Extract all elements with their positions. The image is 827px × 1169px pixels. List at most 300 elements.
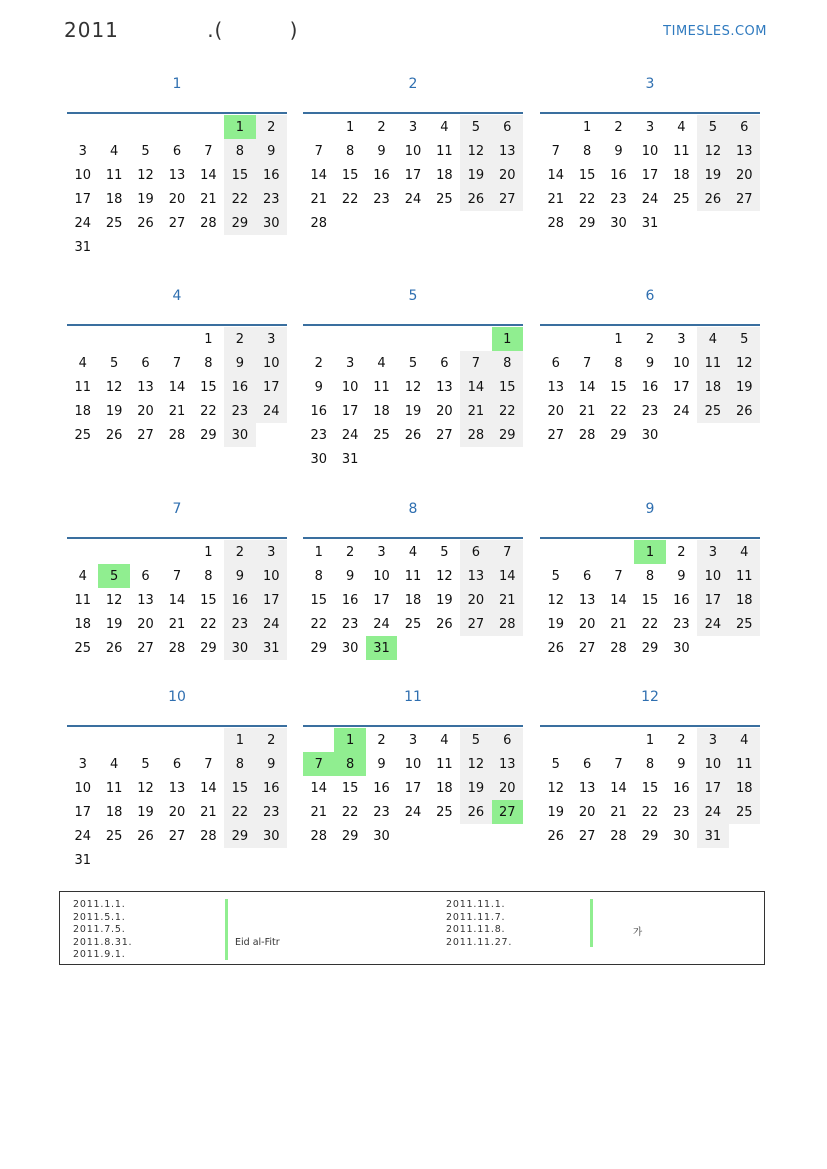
day-cell[interactable]: 3: [377, 544, 386, 560]
day-cell[interactable]: 9: [224, 351, 255, 375]
day-cell[interactable]: 3: [677, 331, 686, 347]
day-cell[interactable]: 28: [310, 828, 327, 844]
day-cell[interactable]: 17: [256, 375, 287, 399]
day-cell[interactable]: 9: [614, 143, 623, 159]
day-cell[interactable]: 26: [105, 427, 123, 443]
day-cell[interactable]: 28: [200, 828, 217, 844]
day-cell[interactable]: 21: [200, 804, 217, 820]
day-cell[interactable]: 29: [200, 640, 217, 656]
day-cell[interactable]: 23: [373, 191, 390, 207]
day-cell[interactable]: 11: [697, 351, 728, 375]
holiday-day-cell[interactable]: 1: [224, 115, 255, 139]
day-cell[interactable]: 28: [168, 640, 186, 656]
day-cell[interactable]: 11: [404, 568, 422, 584]
day-cell[interactable]: 14: [492, 564, 523, 588]
day-cell[interactable]: 16: [373, 167, 390, 183]
day-cell[interactable]: 22: [610, 403, 627, 419]
day-cell[interactable]: 20: [137, 616, 154, 632]
day-cell[interactable]: 26: [460, 187, 491, 211]
day-cell[interactable]: 29: [492, 423, 523, 447]
day-cell[interactable]: 21: [610, 804, 627, 820]
day-cell[interactable]: 16: [673, 780, 690, 796]
day-cell[interactable]: 13: [137, 379, 154, 395]
day-cell[interactable]: 9: [224, 564, 255, 588]
day-cell[interactable]: 11: [729, 564, 760, 588]
day-cell[interactable]: 23: [256, 187, 287, 211]
day-cell[interactable]: 15: [224, 163, 255, 187]
day-cell[interactable]: 14: [547, 167, 564, 183]
day-cell[interactable]: 6: [729, 115, 760, 139]
day-cell[interactable]: 7: [614, 756, 623, 772]
day-cell[interactable]: 4: [78, 568, 87, 584]
day-cell[interactable]: 29: [310, 640, 327, 656]
day-cell[interactable]: 21: [310, 804, 327, 820]
day-cell[interactable]: 9: [345, 568, 355, 584]
day-cell[interactable]: 27: [137, 640, 154, 656]
day-cell[interactable]: 15: [610, 379, 627, 395]
holiday-day-cell[interactable]: 8: [334, 752, 365, 776]
day-cell[interactable]: 7: [172, 355, 182, 371]
day-cell[interactable]: 28: [610, 828, 627, 844]
day-cell[interactable]: 13: [578, 592, 596, 608]
day-cell[interactable]: 15: [641, 780, 659, 796]
day-cell[interactable]: 6: [172, 756, 182, 772]
day-cell[interactable]: 4: [440, 732, 449, 748]
day-cell[interactable]: 3: [256, 327, 287, 351]
day-cell[interactable]: 2: [645, 331, 655, 347]
day-cell[interactable]: 27: [436, 427, 453, 443]
day-cell[interactable]: 2: [256, 115, 287, 139]
day-cell[interactable]: 3: [408, 119, 418, 135]
day-cell[interactable]: 11: [373, 379, 390, 395]
day-cell[interactable]: 24: [697, 800, 728, 824]
day-cell[interactable]: 3: [256, 540, 287, 564]
day-cell[interactable]: 28: [578, 427, 596, 443]
day-cell[interactable]: 8: [492, 351, 523, 375]
day-cell[interactable]: 13: [547, 379, 564, 395]
day-cell[interactable]: 18: [729, 588, 760, 612]
day-cell[interactable]: 30: [310, 451, 327, 467]
day-cell[interactable]: 24: [673, 403, 690, 419]
day-cell[interactable]: 18: [673, 167, 690, 183]
day-cell[interactable]: 15: [200, 379, 217, 395]
day-cell[interactable]: 14: [200, 167, 217, 183]
day-cell[interactable]: 15: [200, 592, 217, 608]
day-cell[interactable]: 26: [547, 640, 564, 656]
day-cell[interactable]: 18: [697, 375, 728, 399]
day-cell[interactable]: 5: [697, 115, 728, 139]
day-cell[interactable]: 18: [105, 191, 123, 207]
day-cell[interactable]: 5: [460, 115, 491, 139]
day-cell[interactable]: 29: [200, 427, 217, 443]
day-cell[interactable]: 24: [697, 612, 728, 636]
day-cell[interactable]: 10: [697, 752, 728, 776]
day-cell[interactable]: 10: [373, 568, 390, 584]
day-cell[interactable]: 9: [377, 143, 386, 159]
day-cell[interactable]: 10: [404, 756, 422, 772]
day-cell[interactable]: 22: [341, 804, 359, 820]
day-cell[interactable]: 31: [641, 215, 659, 231]
day-cell[interactable]: 26: [460, 800, 491, 824]
day-cell[interactable]: 14: [168, 379, 186, 395]
day-cell[interactable]: 28: [310, 215, 327, 231]
holiday-day-cell[interactable]: 27: [492, 800, 523, 824]
day-cell[interactable]: 9: [256, 752, 287, 776]
day-cell[interactable]: 17: [404, 780, 422, 796]
day-cell[interactable]: 21: [168, 616, 186, 632]
site-brand[interactable]: TIMESLES.COM: [663, 24, 767, 39]
day-cell[interactable]: 28: [460, 423, 491, 447]
day-cell[interactable]: 19: [729, 375, 760, 399]
day-cell[interactable]: 15: [578, 167, 596, 183]
day-cell[interactable]: 15: [224, 776, 255, 800]
day-cell[interactable]: 20: [492, 163, 523, 187]
day-cell[interactable]: 27: [492, 187, 523, 211]
day-cell[interactable]: 23: [373, 804, 390, 820]
day-cell[interactable]: 31: [697, 824, 728, 848]
day-cell[interactable]: 1: [204, 331, 213, 347]
day-cell[interactable]: 25: [404, 616, 422, 632]
day-cell[interactable]: 17: [74, 191, 91, 207]
day-cell[interactable]: 2: [256, 728, 287, 752]
day-cell[interactable]: 6: [440, 355, 449, 371]
day-cell[interactable]: 19: [697, 163, 728, 187]
day-cell[interactable]: 20: [436, 403, 453, 419]
day-cell[interactable]: 15: [341, 780, 359, 796]
day-cell[interactable]: 23: [673, 616, 690, 632]
day-cell[interactable]: 28: [200, 215, 217, 231]
day-cell[interactable]: 23: [341, 616, 359, 632]
holiday-day-cell[interactable]: 7: [303, 752, 334, 776]
day-cell[interactable]: 23: [224, 399, 255, 423]
day-cell[interactable]: 23: [256, 800, 287, 824]
day-cell[interactable]: 4: [408, 544, 418, 560]
day-cell[interactable]: 30: [256, 824, 287, 848]
day-cell[interactable]: 11: [74, 379, 91, 395]
day-cell[interactable]: 17: [256, 588, 287, 612]
day-cell[interactable]: 16: [641, 379, 659, 395]
day-cell[interactable]: 28: [547, 215, 564, 231]
day-cell[interactable]: 18: [74, 616, 91, 632]
day-cell[interactable]: 3: [697, 728, 728, 752]
day-cell[interactable]: 7: [172, 568, 182, 584]
day-cell[interactable]: 4: [729, 540, 760, 564]
day-cell[interactable]: 7: [314, 143, 323, 159]
day-cell[interactable]: 2: [224, 540, 255, 564]
day-cell[interactable]: 1: [204, 544, 213, 560]
day-cell[interactable]: 2: [677, 544, 686, 560]
day-cell[interactable]: 3: [78, 143, 87, 159]
day-cell[interactable]: 25: [436, 804, 453, 820]
day-cell[interactable]: 18: [373, 403, 390, 419]
day-cell[interactable]: 17: [641, 167, 659, 183]
day-cell[interactable]: 7: [204, 143, 213, 159]
day-cell[interactable]: 16: [224, 375, 255, 399]
holiday-day-cell[interactable]: 1: [334, 728, 365, 752]
day-cell[interactable]: 21: [547, 191, 564, 207]
day-cell[interactable]: 30: [641, 427, 659, 443]
day-cell[interactable]: 26: [547, 828, 564, 844]
day-cell[interactable]: 19: [547, 804, 564, 820]
day-cell[interactable]: 19: [404, 403, 422, 419]
day-cell[interactable]: 25: [105, 828, 123, 844]
day-cell[interactable]: 16: [310, 403, 327, 419]
day-cell[interactable]: 2: [377, 732, 386, 748]
day-cell[interactable]: 29: [224, 211, 255, 235]
day-cell[interactable]: 14: [610, 592, 627, 608]
day-cell[interactable]: 8: [204, 355, 213, 371]
day-cell[interactable]: 19: [137, 191, 154, 207]
day-cell[interactable]: 17: [673, 379, 690, 395]
day-cell[interactable]: 10: [256, 351, 287, 375]
day-cell[interactable]: 7: [492, 540, 523, 564]
day-cell[interactable]: 29: [641, 640, 659, 656]
day-cell[interactable]: 15: [341, 167, 359, 183]
day-cell[interactable]: 27: [137, 427, 154, 443]
day-cell[interactable]: 31: [74, 239, 91, 255]
day-cell[interactable]: 26: [404, 427, 422, 443]
day-cell[interactable]: 12: [460, 139, 491, 163]
day-cell[interactable]: 1: [345, 119, 355, 135]
day-cell[interactable]: 22: [492, 399, 523, 423]
day-cell[interactable]: 16: [256, 776, 287, 800]
day-cell[interactable]: 20: [578, 616, 596, 632]
day-cell[interactable]: 10: [641, 143, 659, 159]
day-cell[interactable]: 10: [74, 780, 91, 796]
day-cell[interactable]: 13: [137, 592, 154, 608]
holiday-day-cell[interactable]: 1: [492, 327, 523, 351]
day-cell[interactable]: 5: [408, 355, 418, 371]
day-cell[interactable]: 30: [610, 215, 627, 231]
day-cell[interactable]: 2: [345, 544, 355, 560]
day-cell[interactable]: 13: [436, 379, 453, 395]
day-cell[interactable]: 6: [172, 143, 182, 159]
day-cell[interactable]: 15: [310, 592, 327, 608]
day-cell[interactable]: 24: [373, 616, 390, 632]
day-cell[interactable]: 13: [578, 780, 596, 796]
day-cell[interactable]: 16: [224, 588, 255, 612]
day-cell[interactable]: 3: [408, 732, 418, 748]
day-cell[interactable]: 11: [436, 143, 453, 159]
day-cell[interactable]: 7: [614, 568, 623, 584]
day-cell[interactable]: 30: [673, 640, 690, 656]
day-cell[interactable]: 9: [256, 139, 287, 163]
day-cell[interactable]: 21: [610, 616, 627, 632]
day-cell[interactable]: 6: [141, 568, 150, 584]
day-cell[interactable]: 31: [341, 451, 359, 467]
day-cell[interactable]: 21: [310, 191, 327, 207]
day-cell[interactable]: 21: [578, 403, 596, 419]
day-cell[interactable]: 18: [74, 403, 91, 419]
day-cell[interactable]: 6: [551, 355, 560, 371]
day-cell[interactable]: 5: [141, 143, 150, 159]
day-cell[interactable]: 3: [697, 540, 728, 564]
day-cell[interactable]: 8: [224, 139, 255, 163]
day-cell[interactable]: 24: [404, 191, 422, 207]
day-cell[interactable]: 26: [729, 399, 760, 423]
day-cell[interactable]: 25: [729, 800, 760, 824]
day-cell[interactable]: 17: [341, 403, 359, 419]
day-cell[interactable]: 22: [224, 800, 255, 824]
day-cell[interactable]: 17: [74, 804, 91, 820]
day-cell[interactable]: 19: [460, 776, 491, 800]
day-cell[interactable]: 27: [460, 612, 491, 636]
holiday-day-cell[interactable]: 1: [634, 540, 665, 564]
day-cell[interactable]: 6: [492, 728, 523, 752]
day-cell[interactable]: 22: [224, 187, 255, 211]
day-cell[interactable]: 8: [614, 355, 623, 371]
day-cell[interactable]: 28: [492, 612, 523, 636]
day-cell[interactable]: 30: [373, 828, 390, 844]
day-cell[interactable]: 22: [310, 616, 327, 632]
day-cell[interactable]: 24: [74, 215, 91, 231]
day-cell[interactable]: 21: [168, 403, 186, 419]
day-cell[interactable]: 31: [256, 636, 287, 660]
day-cell[interactable]: 18: [436, 780, 453, 796]
day-cell[interactable]: 10: [673, 355, 690, 371]
day-cell[interactable]: 24: [341, 427, 359, 443]
day-cell[interactable]: 12: [105, 379, 123, 395]
day-cell[interactable]: 20: [460, 588, 491, 612]
day-cell[interactable]: 8: [314, 568, 323, 584]
day-cell[interactable]: 21: [492, 588, 523, 612]
day-cell[interactable]: 22: [578, 191, 596, 207]
day-cell[interactable]: 8: [645, 568, 655, 584]
day-cell[interactable]: 10: [256, 564, 287, 588]
day-cell[interactable]: 5: [460, 728, 491, 752]
day-cell[interactable]: 2: [614, 119, 623, 135]
day-cell[interactable]: 27: [578, 640, 596, 656]
day-cell[interactable]: 24: [641, 191, 659, 207]
day-cell[interactable]: 27: [547, 427, 564, 443]
day-cell[interactable]: 20: [729, 163, 760, 187]
day-cell[interactable]: 12: [137, 780, 154, 796]
day-cell[interactable]: 11: [105, 780, 123, 796]
day-cell[interactable]: 22: [641, 804, 659, 820]
day-cell[interactable]: 14: [168, 592, 186, 608]
day-cell[interactable]: 1: [614, 331, 623, 347]
day-cell[interactable]: 7: [551, 143, 560, 159]
day-cell[interactable]: 9: [314, 379, 323, 395]
day-cell[interactable]: 10: [404, 143, 422, 159]
day-cell[interactable]: 22: [200, 403, 217, 419]
day-cell[interactable]: 23: [641, 403, 659, 419]
day-cell[interactable]: 9: [377, 756, 386, 772]
day-cell[interactable]: 5: [551, 568, 560, 584]
day-cell[interactable]: 4: [109, 756, 119, 772]
day-cell[interactable]: 29: [610, 427, 627, 443]
day-cell[interactable]: 25: [697, 399, 728, 423]
day-cell[interactable]: 5: [729, 327, 760, 351]
day-cell[interactable]: 12: [105, 592, 123, 608]
day-cell[interactable]: 13: [729, 139, 760, 163]
day-cell[interactable]: 6: [582, 568, 592, 584]
day-cell[interactable]: 6: [141, 355, 150, 371]
day-cell[interactable]: 23: [224, 612, 255, 636]
day-cell[interactable]: 29: [224, 824, 255, 848]
holiday-day-cell[interactable]: 31: [366, 636, 397, 660]
day-cell[interactable]: 9: [677, 756, 686, 772]
day-cell[interactable]: 4: [440, 119, 449, 135]
day-cell[interactable]: 19: [547, 616, 564, 632]
day-cell[interactable]: 6: [460, 540, 491, 564]
day-cell[interactable]: 28: [610, 640, 627, 656]
day-cell[interactable]: 18: [729, 776, 760, 800]
day-cell[interactable]: 20: [168, 804, 186, 820]
day-cell[interactable]: 9: [677, 568, 686, 584]
day-cell[interactable]: 3: [645, 119, 655, 135]
day-cell[interactable]: 10: [341, 379, 359, 395]
day-cell[interactable]: 21: [460, 399, 491, 423]
day-cell[interactable]: 29: [641, 828, 659, 844]
day-cell[interactable]: 26: [436, 616, 453, 632]
day-cell[interactable]: 17: [697, 588, 728, 612]
day-cell[interactable]: 7: [460, 351, 491, 375]
day-cell[interactable]: 5: [141, 756, 150, 772]
day-cell[interactable]: 13: [168, 780, 186, 796]
day-cell[interactable]: 15: [492, 375, 523, 399]
day-cell[interactable]: 4: [697, 327, 728, 351]
day-cell[interactable]: 30: [224, 636, 255, 660]
day-cell[interactable]: 7: [204, 756, 213, 772]
day-cell[interactable]: 11: [673, 143, 690, 159]
day-cell[interactable]: 27: [578, 828, 596, 844]
day-cell[interactable]: 11: [74, 592, 91, 608]
day-cell[interactable]: 12: [697, 139, 728, 163]
day-cell[interactable]: 16: [341, 592, 359, 608]
day-cell[interactable]: 25: [673, 191, 690, 207]
day-cell[interactable]: 12: [729, 351, 760, 375]
day-cell[interactable]: 29: [578, 215, 596, 231]
day-cell[interactable]: 25: [74, 640, 91, 656]
day-cell[interactable]: 12: [460, 752, 491, 776]
day-cell[interactable]: 19: [137, 804, 154, 820]
day-cell[interactable]: 22: [341, 191, 359, 207]
day-cell[interactable]: 8: [645, 756, 655, 772]
day-cell[interactable]: 25: [74, 427, 91, 443]
day-cell[interactable]: 16: [673, 592, 690, 608]
day-cell[interactable]: 8: [345, 143, 355, 159]
day-cell[interactable]: 3: [345, 355, 355, 371]
day-cell[interactable]: 4: [109, 143, 119, 159]
holiday-day-cell[interactable]: 5: [98, 564, 129, 588]
day-cell[interactable]: 4: [729, 728, 760, 752]
day-cell[interactable]: 20: [492, 776, 523, 800]
day-cell[interactable]: 24: [74, 828, 91, 844]
day-cell[interactable]: 18: [436, 167, 453, 183]
day-cell[interactable]: 19: [105, 616, 123, 632]
day-cell[interactable]: 11: [436, 756, 453, 772]
day-cell[interactable]: 12: [404, 379, 422, 395]
day-cell[interactable]: 17: [404, 167, 422, 183]
day-cell[interactable]: 20: [168, 191, 186, 207]
day-cell[interactable]: 20: [578, 804, 596, 820]
day-cell[interactable]: 15: [641, 592, 659, 608]
day-cell[interactable]: 23: [673, 804, 690, 820]
day-cell[interactable]: 21: [200, 191, 217, 207]
day-cell[interactable]: 2: [377, 119, 386, 135]
day-cell[interactable]: 5: [440, 544, 449, 560]
day-cell[interactable]: 4: [377, 355, 386, 371]
day-cell[interactable]: 26: [137, 828, 154, 844]
day-cell[interactable]: 13: [492, 139, 523, 163]
day-cell[interactable]: 27: [168, 828, 186, 844]
day-cell[interactable]: 16: [373, 780, 390, 796]
day-cell[interactable]: 25: [373, 427, 390, 443]
day-cell[interactable]: 13: [492, 752, 523, 776]
day-cell[interactable]: 26: [105, 640, 123, 656]
day-cell[interactable]: 23: [310, 427, 327, 443]
